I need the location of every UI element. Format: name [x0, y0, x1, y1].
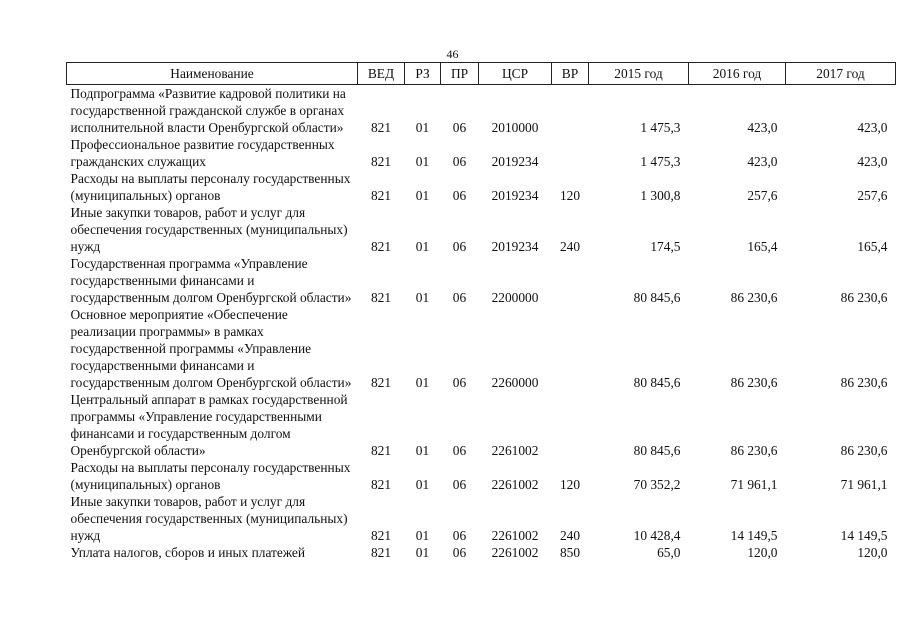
- row-pr: 06: [452, 375, 467, 390]
- row-vr: 120: [559, 188, 581, 203]
- row-rz: 01: [415, 375, 430, 390]
- row-rz: 01: [415, 120, 430, 135]
- row-ved: 821: [370, 477, 392, 492]
- row-rz: 01: [415, 239, 430, 254]
- row-pr: 06: [452, 528, 467, 543]
- row-vr: [552, 136, 589, 170]
- row-pr: 06: [452, 477, 467, 492]
- row-name: Иные закупки товаров, работ и услуг для обеспечения государственных (муниципальных) нужд: [70, 494, 348, 543]
- row-ved: 821: [370, 290, 392, 305]
- table-row: [67, 170, 896, 204]
- row-2016: 71 961,1: [730, 477, 778, 492]
- row-vr: 240: [559, 239, 581, 254]
- row-csr: 2019234: [491, 188, 539, 203]
- row-2015: 1 475,3: [640, 154, 681, 169]
- row-2016: 86 230,6: [730, 375, 778, 390]
- row-2015: 80 845,6: [633, 290, 681, 305]
- table-row: [67, 544, 896, 561]
- header-rz: РЗ: [405, 63, 441, 85]
- row-csr: 2260000: [491, 375, 539, 390]
- row-2015: 80 845,6: [633, 443, 681, 458]
- row-csr: 2261002: [491, 545, 539, 560]
- row-rz: 01: [415, 188, 430, 203]
- header-csr: ЦСР: [479, 63, 552, 85]
- row-name: Расходы на выплаты персоналу государственных (муниципальных) органов: [70, 460, 351, 492]
- header-2016: 2016 год: [689, 63, 786, 85]
- table-row: [67, 85, 896, 137]
- row-2017: 257,6: [857, 188, 888, 203]
- row-rz: 01: [415, 477, 430, 492]
- row-vr: [552, 85, 589, 137]
- row-name: Расходы на выплаты персоналу государственных (муниципальных) органов: [70, 171, 351, 203]
- header-2017: 2017 год: [786, 63, 896, 85]
- row-csr: 2010000: [491, 120, 539, 135]
- row-rz: 01: [415, 528, 430, 543]
- row-vr: 120: [559, 477, 581, 492]
- row-name: Иные закупки товаров, работ и услуг для обеспечения государственных (муниципальных) нужд: [70, 205, 348, 254]
- row-vr: [552, 306, 589, 391]
- row-ved: 821: [370, 239, 392, 254]
- row-rz: 01: [415, 443, 430, 458]
- row-2016: 423,0: [747, 154, 778, 169]
- row-csr: 2261002: [491, 443, 539, 458]
- budget-table: [66, 62, 896, 561]
- table-row: [67, 255, 896, 306]
- row-pr: 06: [452, 443, 467, 458]
- row-2015: 65,0: [657, 545, 681, 560]
- header-pr: ПР: [441, 63, 479, 85]
- row-pr: 06: [452, 239, 467, 254]
- row-2017: 71 961,1: [840, 477, 888, 492]
- header-ved: ВЕД: [358, 63, 405, 85]
- row-name: Уплата налогов, сборов и иных платежей: [70, 545, 306, 560]
- row-2016: 14 149,5: [730, 528, 778, 543]
- row-rz: 01: [415, 545, 430, 560]
- row-2017: 120,0: [857, 545, 888, 560]
- row-pr: 06: [452, 120, 467, 135]
- header-name: Наименование: [67, 63, 358, 85]
- row-csr: 2019234: [491, 154, 539, 169]
- row-2016: 120,0: [747, 545, 778, 560]
- page-number: 46: [446, 47, 459, 61]
- row-rz: 01: [415, 290, 430, 305]
- table-row: [67, 204, 896, 255]
- row-2016: 257,6: [747, 188, 778, 203]
- row-2015: 1 300,8: [640, 188, 681, 203]
- row-2016: 165,4: [747, 239, 778, 254]
- row-name: Центральный аппарат в рамках государственной программы «Управление государственными финансами и государственным долгом Оренбургской области»: [70, 392, 348, 458]
- table-header: [67, 63, 896, 85]
- row-name: Основное мероприятие «Обеспечение реализации программы» в рамках государственной программы «Управление государственными финансами и государственным долгом Оренбургской области»: [70, 307, 352, 390]
- row-2017: 165,4: [857, 239, 888, 254]
- table-body: [67, 85, 896, 562]
- table-row: [67, 459, 896, 493]
- row-2017: 423,0: [857, 120, 888, 135]
- row-ved: 821: [370, 188, 392, 203]
- row-2015: 1 475,3: [640, 120, 681, 135]
- row-ved: 821: [370, 528, 392, 543]
- row-2015: 174,5: [650, 239, 681, 254]
- row-vr: [552, 255, 589, 306]
- row-name: Государственная программа «Управление государственными финансами и государственным долгом Оренбургской области»: [70, 256, 352, 305]
- table-row: [67, 493, 896, 544]
- row-vr: 850: [559, 545, 581, 560]
- row-2016: 86 230,6: [730, 290, 778, 305]
- row-ved: 821: [370, 443, 392, 458]
- header-vr: ВР: [552, 63, 589, 85]
- row-pr: 06: [452, 545, 467, 560]
- table-row: [67, 391, 896, 459]
- row-2016: 423,0: [747, 120, 778, 135]
- row-pr: 06: [452, 290, 467, 305]
- row-vr: 240: [559, 528, 581, 543]
- row-2015: 70 352,2: [633, 477, 681, 492]
- header-2015: 2015 год: [589, 63, 689, 85]
- row-csr: 2261002: [491, 477, 539, 492]
- row-2017: 423,0: [857, 154, 888, 169]
- row-pr: 06: [452, 154, 467, 169]
- table-row: [67, 136, 896, 170]
- row-csr: 2261002: [491, 528, 539, 543]
- row-rz: 01: [415, 154, 430, 169]
- row-ved: 821: [370, 375, 392, 390]
- row-csr: 2200000: [491, 290, 539, 305]
- row-ved: 821: [370, 120, 392, 135]
- row-name: Профессиональное развитие государственных гражданских служащих: [70, 137, 335, 169]
- table-row: [67, 306, 896, 391]
- row-2017: 86 230,6: [840, 375, 888, 390]
- row-csr: 2019234: [491, 239, 539, 254]
- row-ved: 821: [370, 545, 392, 560]
- row-name: Подпрограмма «Развитие кадровой политики на государственной гражданской службе в органах исполнительной власти Оренбургской области»: [70, 86, 346, 135]
- row-ved: 821: [370, 154, 392, 169]
- row-2016: 86 230,6: [730, 443, 778, 458]
- row-vr: [552, 391, 589, 459]
- row-2017: 14 149,5: [840, 528, 888, 543]
- row-2015: 80 845,6: [633, 375, 681, 390]
- row-2017: 86 230,6: [840, 443, 888, 458]
- row-pr: 06: [452, 188, 467, 203]
- row-2017: 86 230,6: [840, 290, 888, 305]
- row-2015: 10 428,4: [633, 528, 681, 543]
